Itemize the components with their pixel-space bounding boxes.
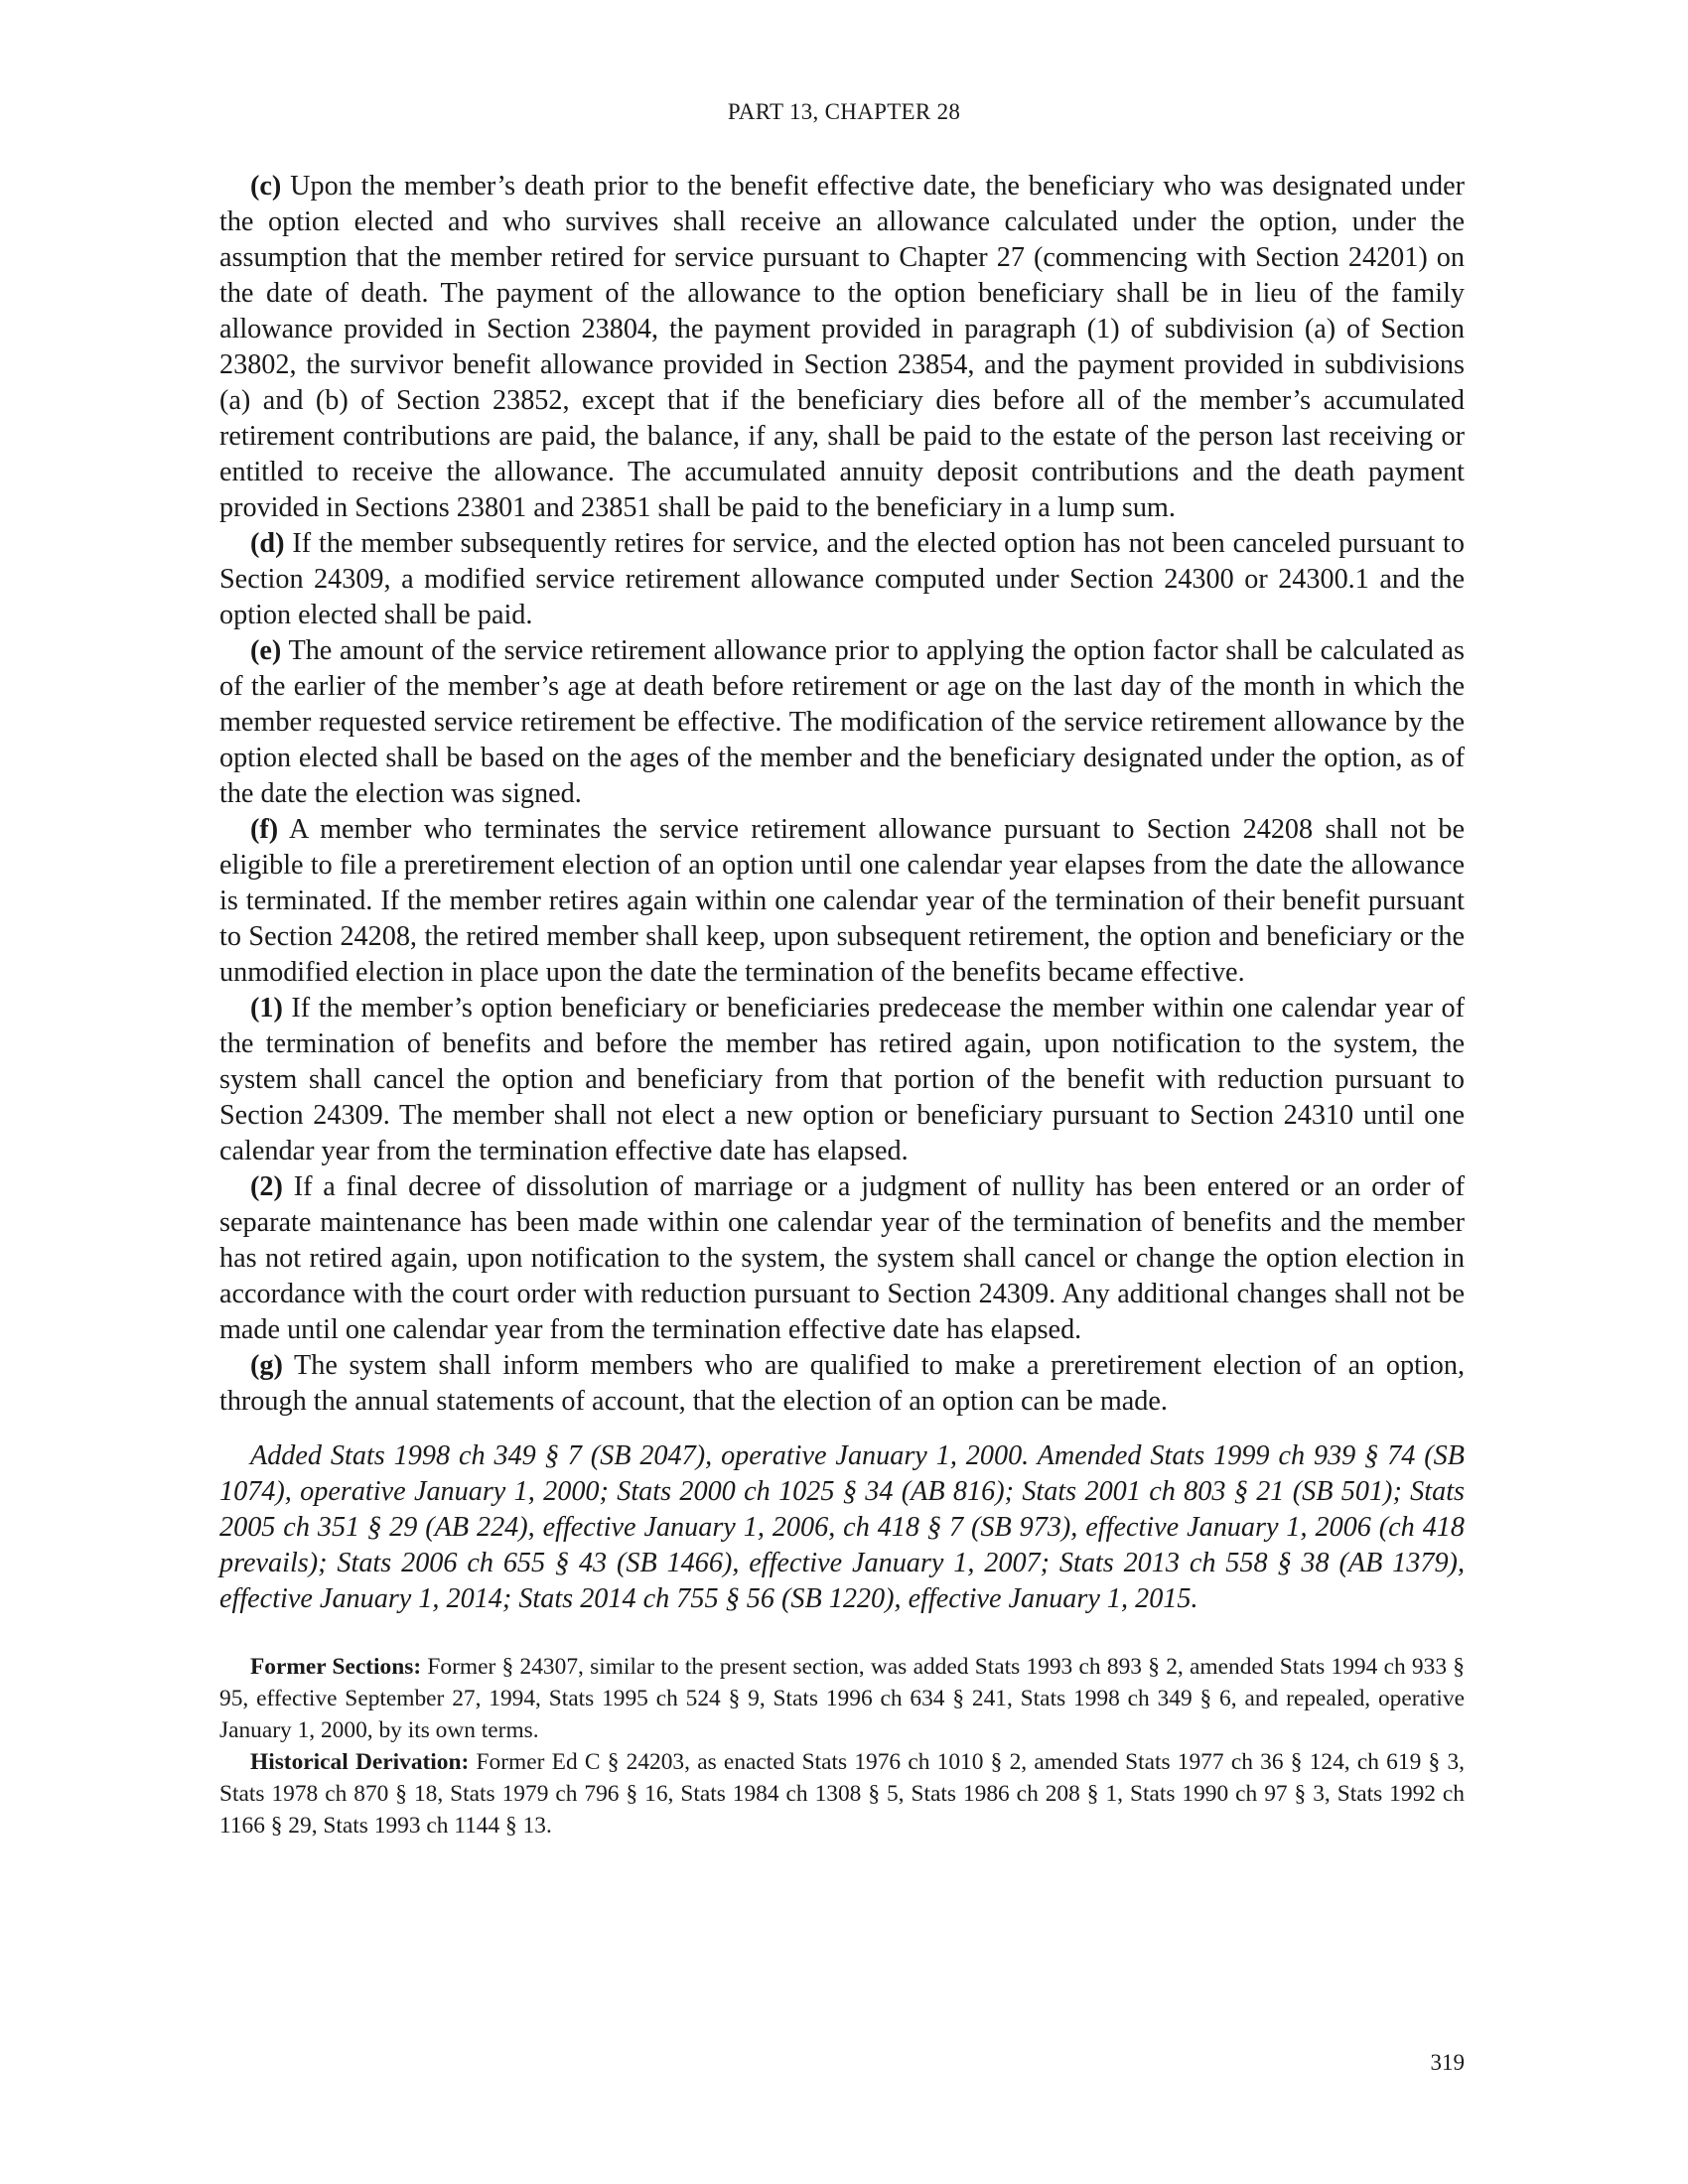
historical-derivation-note: [219, 1746, 1465, 1842]
subdivision-label: (1): [250, 993, 283, 1024]
paragraph-1: [219, 991, 1465, 1169]
subdivision-text: If the member’s option beneficiary or beneficiaries predecease the member within one calendar year of the termination of benefits and before the member has retired again, upon notification to the system, the system shall cancel the option and beneficiary from that portion of the benefit with reduction pursuant to Section 24309. The member shall not elect a new option or beneficiary pursuant to Section 24310 until one calendar year from the termination effective date has elapsed.: [219, 993, 1465, 1166]
subdivision-text: If a final decree of dissolution of marriage or a judgment of nullity has been entered or an order of separate maintenance has been made within one calendar year of the termination of benefits and the member has not retired again, upon notification to the system, the system shall cancel or change the option election in accordance with the court order with reduction pursuant to Section 24309. Any additional changes shall not be made until one calendar year from the termination effective date has elapsed.: [219, 1171, 1465, 1345]
subdivision-e: [219, 633, 1465, 812]
subdivision-text: The system shall inform members who are qualified to make a preretirement election of an option, through the annual statements of account, that the election of an option can be made.: [219, 1350, 1465, 1417]
note-label: Former Sections:: [250, 1654, 422, 1680]
page-body: [219, 169, 1465, 1842]
former-sections-note: [219, 1651, 1465, 1746]
subdivision-f: [219, 812, 1465, 991]
subdivision-label: (f): [250, 814, 279, 845]
subdivision-text: Upon the member’s death prior to the benefit effective date, the beneficiary who was designated under the option elected and who survives shall receive an allowance calculated under the option, under the assumption that the member retired for service pursuant to Chapter 27 (commencing with Section 24201) on the date of death. The payment of the allowance to the option beneficiary shall be in lieu of the family allowance provided in Section 23804, the payment provided in paragraph (1) of subdivision (a) of Section 23802, the survivor benefit allowance provided in Section 23854, and the payment provided in subdivisions (a) and (b) of Section 23852, except that if the beneficiary dies before all of the member’s accumulated retirement contributions are paid, the balance, if any, shall be paid to the estate of the person last receiving or entitled to receive the allowance. The accumulated annuity deposit contributions and the death payment provided in Sections 23801 and 23851 shall be paid to the beneficiary in a lump sum.: [219, 171, 1465, 523]
subdivision-label: (g): [250, 1350, 283, 1381]
note-label: Historical Derivation:: [250, 1749, 470, 1775]
subdivision-label: (e): [250, 635, 282, 666]
subdivision-c: [219, 169, 1465, 526]
running-head: PART 13, CHAPTER 28: [727, 99, 961, 124]
page-number: 319: [1430, 2050, 1465, 2075]
subdivision-label: (c): [250, 171, 282, 202]
subdivision-d: [219, 526, 1465, 633]
subdivision-label: (d): [250, 528, 285, 559]
subdivision-text: If the member subsequently retires for service, and the elected option has not been canceled pursuant to Section 24309, a modified service retirement allowance computed under Section 24300 or 24300.1 and the option elected shall be paid.: [219, 528, 1465, 630]
subdivision-text: The amount of the service retirement allowance prior to applying the option factor shall be calculated as of the earlier of the member’s age at death before retirement or age on the last day of the month in which the member requested service retirement be effective. The modification of the service retirement allowance by the option elected shall be based on the ages of the member and the beneficiary designated under the option, as of the date the election was signed.: [219, 635, 1465, 809]
editorial-notes: [219, 1651, 1465, 1842]
note-text: Former Ed C § 24203, as enacted Stats 1976 ch 1010 § 2, amended Stats 1977 ch 36 § 124, ch 619 § 3, Stats 1978 ch 870 § 18, Stats 1979 ch 796 § 16, Stats 1984 ch 1308 § 5, Stats 1986 ch 208 § 1, Stats 1990 ch 97 § 3, Stats 1992 ch 1166 § 29, Stats 1993 ch 1144 § 13.: [219, 1749, 1465, 1839]
legislative-history: Added Stats 1998 ch 349 § 7 (SB 2047), operative January 1, 2000. Amended Stats 1999 ch 939 § 74 (SB 1074), operative January 1, 2000; Stats 2000 ch 1025 § 34 (AB 816); Stats 2001 ch 803 § 21 (SB 501); Stats 2005 ch 351 § 29 (AB 224), effective January 1, 2006, ch 418 § 7 (SB 973), effective January 1, 2006 (ch 418 prevails); Stats 2006 ch 655 § 43 (SB 1466), effective January 1, 2007; Stats 2013 ch 558 § 38 (AB 1379), effective January 1, 2014; Stats 2014 ch 755 § 56 (SB 1220), effective January 1, 2015.: [219, 1440, 1465, 1614]
note-text: Former § 24307, similar to the present section, was added Stats 1993 ch 893 § 2, amended Stats 1994 ch 933 § 95, effective September 27, 1994, Stats 1995 ch 524 § 9, Stats 1996 ch 634 § 241, Stats 1998 ch 349 § 6, and repealed, operative January 1, 2000, by its own terms.: [219, 1654, 1465, 1743]
subdivision-g: [219, 1348, 1465, 1420]
paragraph-2: [219, 1169, 1465, 1348]
subdivision-text: A member who terminates the service retirement allowance pursuant to Section 24208 shall not be eligible to file a preretirement election of an option until one calendar year elapses from the date the allowance is terminated. If the member retires again within one calendar year of the termination of their benefit pursuant to Section 24208, the retired member shall keep, upon subsequent retirement, the option and beneficiary or the unmodified election in place upon the date the termination of the benefits became effective.: [219, 814, 1465, 988]
subdivision-label: (2): [250, 1171, 283, 1202]
